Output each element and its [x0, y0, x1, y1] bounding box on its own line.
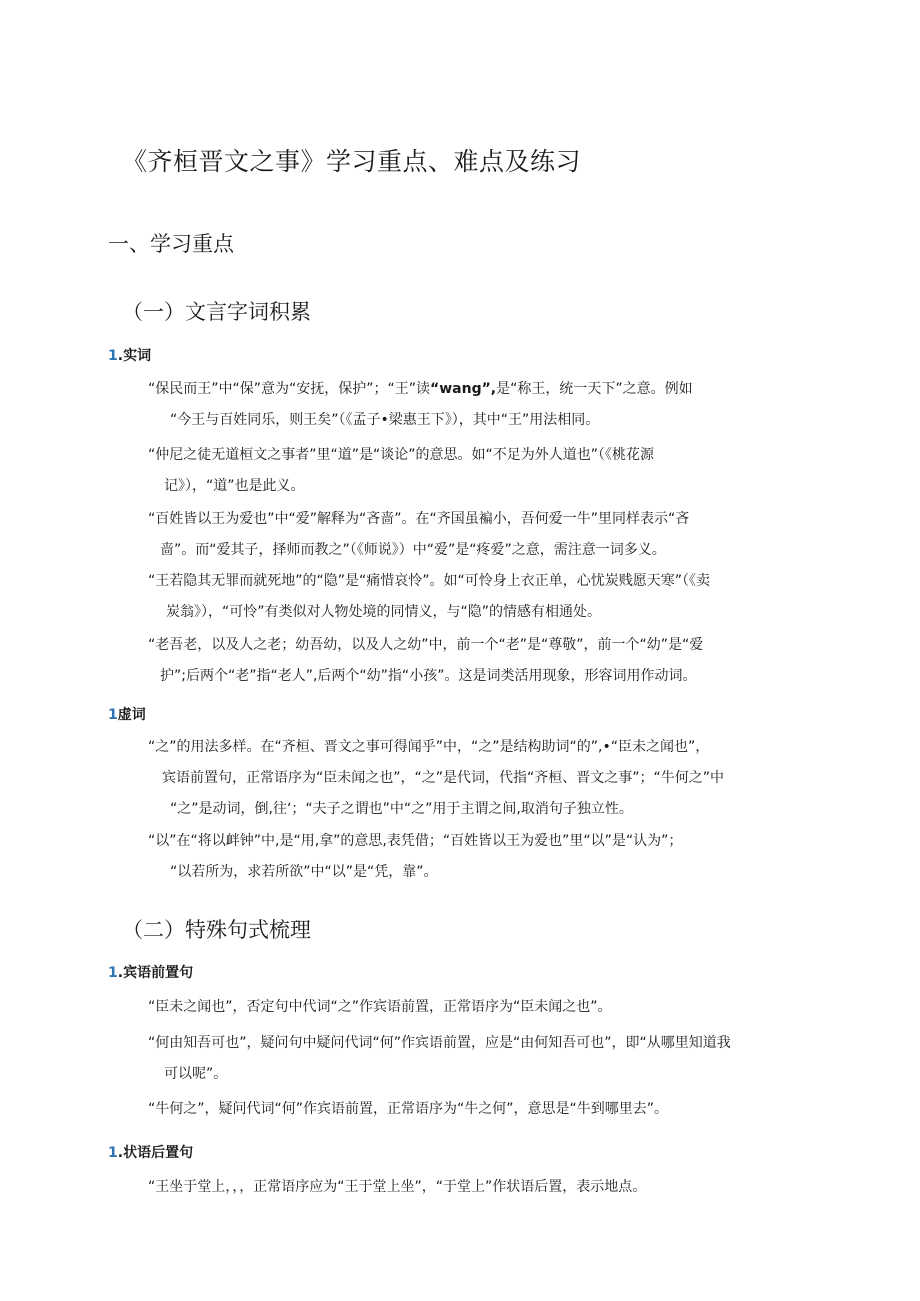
list-number: 1 [108, 707, 118, 723]
text-line: 记》），“道”也是此义。 [164, 478, 305, 494]
text-line: 护”;后两个“老”指“老人”,后两个“幼”指“小孩”。这是词类活用现象，形容词用作动词。 [160, 668, 697, 684]
text-line: “仲尼之徒无道桓文之事者”里“道”是“谈论”的意思。如“不足为外人道也”（《桃花源 [148, 447, 655, 463]
section-heading-study-focus: 一、学习重点 [108, 232, 234, 256]
text-line: “以”在“将以衅钟”中,是“用,拿”的意思,表凭借；“百姓皆以王为爱也”里“以”是“认为”； [148, 833, 683, 849]
heading-function-words [108, 704, 146, 724]
paragraph-he-you-zhi [148, 1028, 818, 1090]
text-line: 宾语前置句，正常语序为“臣未闻之也”，“之”是代词，代指“齐桓、晋文之事”；“牛何之”中 [162, 770, 725, 786]
text-line: “老吾老，以及人之老；幼吾幼，以及人之幼”中，前一个“老”是“尊敬”，前一个“幼”是“爱 [148, 637, 704, 653]
paragraph-ai [148, 504, 818, 566]
text-line: 可以呢”。 [164, 1066, 228, 1082]
document-title: 《齐桓晋文之事》学习重点、难点及练习 [122, 147, 582, 176]
paragraph-yi [148, 826, 818, 888]
paragraph-lao-you [148, 630, 818, 692]
text-line: “之”的用法多样。在“齐桓、晋文之事可得闻乎”中，“之”是结构助词“的”,•“臣未之闻也”， [148, 739, 710, 755]
heading-object-preposition [108, 962, 193, 982]
paragraph-bao-wang [148, 374, 818, 436]
heading-label: 虚词 [117, 707, 146, 723]
text-line: “百姓皆以王为爱也”中“爱”解释为“吝啬”。在“齐国虽褊小，吾何爱一牛”里同样表示“吝 [148, 511, 690, 527]
text-line: “今王与百姓同乐，则王矣”（《孟子•梁惠王下》），其中“王”用法相同。 [170, 412, 600, 428]
text-run: “保民而王”中“保”意为“安抚，保护”；“王”读 [148, 381, 431, 397]
text-line: 炭翁》），“可怜”有类似对人物处境的同情义，与“隐”的情感有相通处。 [166, 604, 602, 620]
list-number: 1 [108, 965, 118, 981]
paragraph-dao [148, 440, 818, 502]
heading-label: .宾语前置句 [117, 965, 194, 981]
heading-adverbial-postposition [108, 1142, 193, 1162]
list-number: 1 [108, 348, 118, 364]
text-line: 啬”。而“爱其子，择师而教之”（《师说》）中“爱”是“疼爱”之意，需注意一词多义。 [160, 542, 666, 558]
list-number: 1 [108, 1145, 118, 1161]
heading-content-words [108, 345, 151, 365]
paragraph-zhi [148, 732, 818, 825]
text-line: “王坐于堂上，，，正常语序应为“王于堂上坐”，“于堂上”作状语后置，表示地点。 [148, 1179, 647, 1195]
text-line: “以若所为，求若所欲”中“以”是“凭，靠”。 [170, 864, 438, 880]
heading-label: .实词 [117, 348, 152, 364]
paragraph-niu-he-zhi [148, 1094, 818, 1125]
text-line: “何由知吾可也”，疑问句中疑问代词“何”作宾语前置，应是“由何知吾可也”，即“从哪里知道我 [148, 1035, 731, 1051]
text-line: “牛何之”，疑问代词“何”作宾语前置，正常语序为“牛之何”，意思是“牛到哪里去”。 [148, 1101, 669, 1117]
paragraph-yin [148, 566, 818, 628]
pinyin-bold: “wang”, [430, 381, 497, 397]
text-line: “王若隐其无罪而就死地”的“隐”是“痛惜哀怜”。如“可怜身上衣正单，心忧炭贱愿天寒”（《卖 [148, 573, 711, 589]
paragraph-wang-zuo-yu-tang [148, 1172, 818, 1203]
paragraph-chen-wei-zhi-wen [148, 992, 818, 1023]
subsection-heading-vocabulary: （一）文言字词积累 [122, 300, 311, 324]
subsection-heading-sentence-patterns: （二）特殊句式梳理 [122, 918, 311, 942]
text-line: “之”是动词，倒,往‘；“夫子之谓也”中“之”用于主谓之间,取消句子独立性。 [170, 801, 633, 817]
text-run: 是“称王，统一天下”之意。例如 [496, 381, 693, 397]
text-line: “臣未之闻也”，否定句中代词“之”作宾语前置，正常语序为“臣未闻之也”。 [148, 999, 612, 1015]
heading-label: .状语后置句 [117, 1145, 194, 1161]
